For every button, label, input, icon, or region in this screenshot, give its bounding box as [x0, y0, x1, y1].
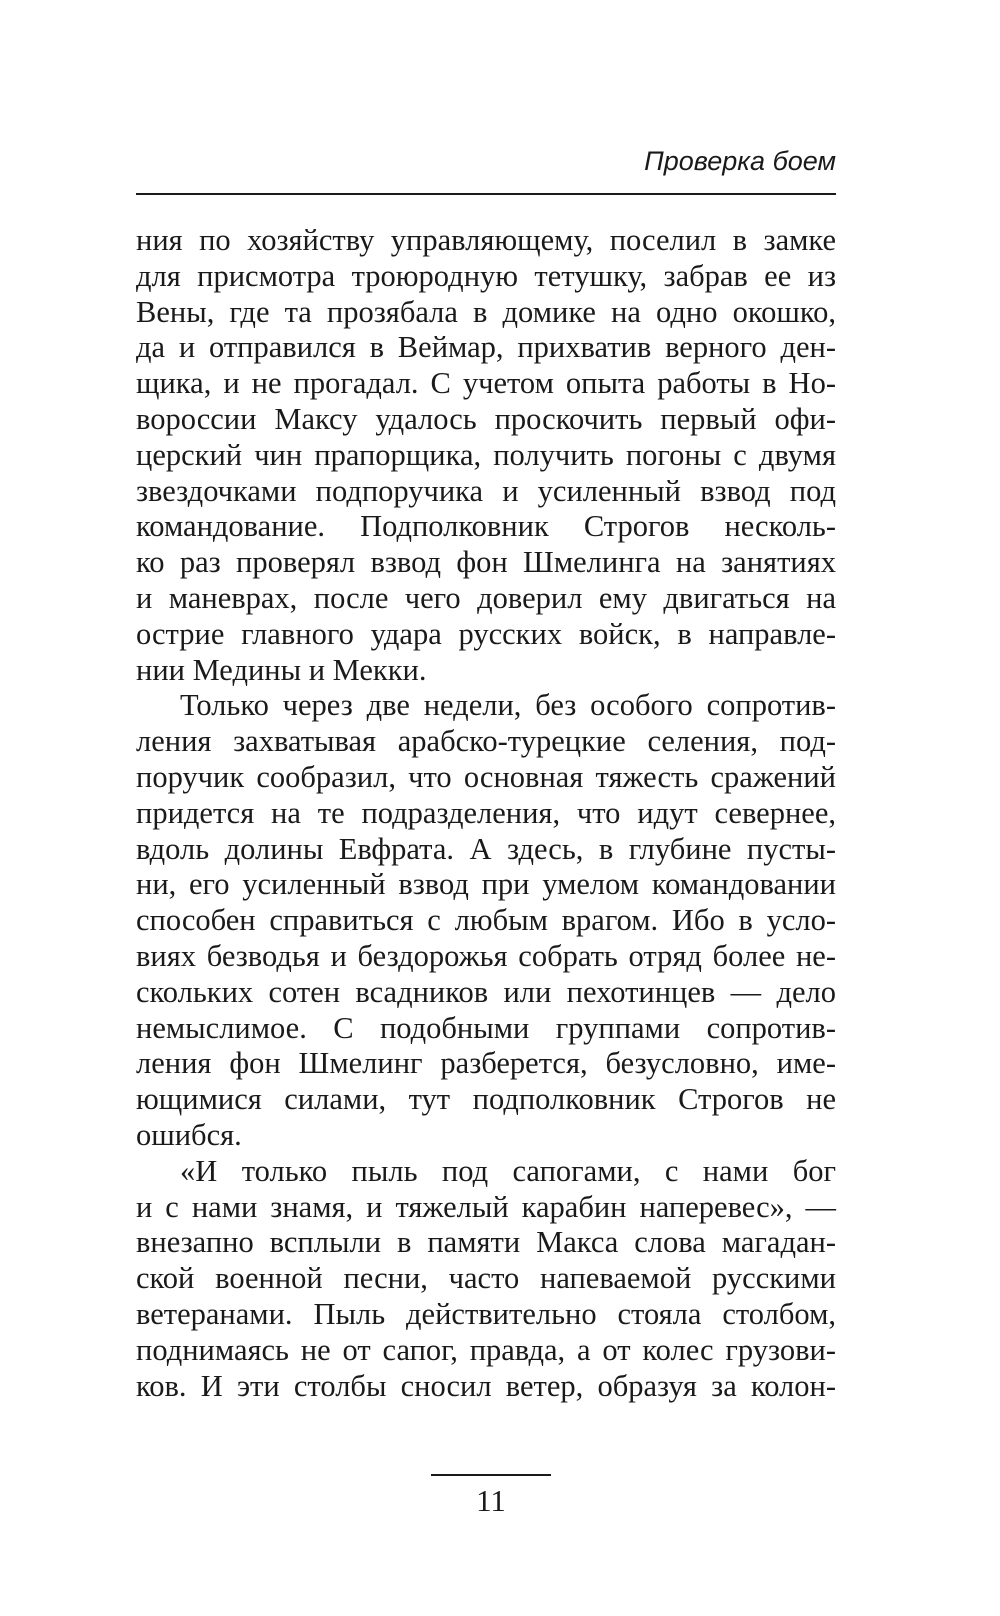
text-line: ления захватывая арабско-турецкие селения, под- [136, 724, 836, 759]
text-line: скольких сотен всадников или пехотинцев — дело [136, 974, 836, 1009]
text-line: для присмотра троюродную тетушку, забрав ее из [136, 258, 836, 293]
text-line: Вены, где та прозябала в домике на одно окошко, [136, 294, 836, 329]
text-line: ской военной песни, часто напеваемой русскими [136, 1261, 836, 1296]
text-line: внезапно всплыли в памяти Макса слова магадан- [136, 1225, 836, 1260]
text-line: поднимаясь не от сапог, правда, а от колес грузови- [136, 1332, 836, 1367]
header-rule [136, 193, 836, 195]
text-line: ющимися силами, тут подполковник Строгов не [136, 1082, 836, 1117]
text-line: щика, и не прогадал. С учетом опыта работы в Но- [136, 366, 836, 401]
text-line: ния по хозяйству управляющему, поселил в замке [136, 223, 836, 257]
running-head-title: Проверка боем [644, 146, 836, 176]
text-line: и с нами знамя, и тяжелый карабин наперевес», — [136, 1189, 836, 1224]
page-number: 11 [476, 1483, 506, 1518]
text-line: ко раз проверял взвод фон Шмелинга на занятиях [136, 545, 836, 580]
text-line: немыслимое. С подобными группами сопротив- [136, 1010, 836, 1045]
text-line: звездочками подпоручика и усиленный взвод под [136, 473, 836, 508]
body-text [136, 223, 836, 1404]
text-line: ления фон Шмелинг разберется, безусловно, име- [136, 1046, 836, 1081]
text-line: ни, его усиленный взвод при умелом командовании [136, 867, 836, 902]
text-line: вдоль долины Евфрата. А здесь, в глубине пусты- [136, 831, 836, 866]
paragraph-end-line: нии Медины и Мекки. [136, 652, 427, 687]
text-line: виях безводья и бездорожья собрать отряд более не- [136, 938, 836, 973]
paragraph-first-line: Только через две недели, без особого сопротив- [180, 688, 836, 723]
text-line: острие главного удара русских войск, в направле- [136, 616, 836, 651]
footer-rule [431, 1474, 551, 1476]
text-line: поручик сообразил, что основная тяжесть сражений [136, 759, 836, 794]
text-line: церский чин прапорщика, получить погоны с двумя [136, 437, 836, 472]
paragraph-end-line: ошибся. [136, 1117, 242, 1152]
text-line: да и отправился в Веймар, прихватив верного ден- [136, 330, 836, 365]
text-line: способен справиться с любым врагом. Ибо в усло- [136, 903, 836, 938]
text-line: ков. И эти столбы сносил ветер, образуя за колон- [136, 1368, 836, 1403]
text-line: командование. Подполковник Строгов несколь- [136, 509, 836, 544]
paragraph-first-line: «И только пыль под сапогами, с нами бог [180, 1153, 836, 1188]
text-line: ветеранами. Пыль действительно стояла столбом, [136, 1296, 836, 1331]
text-line: придется на те подразделения, что идут севернее, [136, 795, 836, 830]
text-line: вороссии Максу удалось проскочить первый офи- [136, 401, 836, 436]
text-line: и маневрах, после чего доверил ему двигаться на [136, 580, 836, 615]
